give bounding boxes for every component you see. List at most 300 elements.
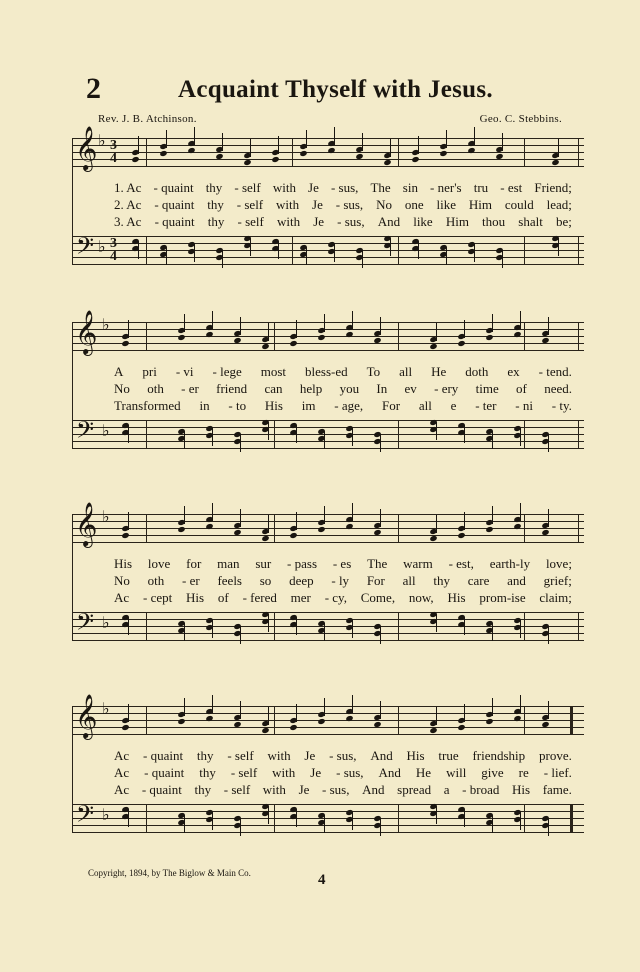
staff-line xyxy=(72,619,584,620)
note-stem xyxy=(240,626,241,644)
staff-line xyxy=(72,832,584,833)
lyric-syllable: prom-ise xyxy=(479,590,526,605)
barline xyxy=(578,612,579,641)
note-stem xyxy=(352,620,353,638)
lyric-syllable: - to xyxy=(228,398,247,413)
note-stem xyxy=(306,247,307,265)
barline xyxy=(274,804,275,833)
lyric-syllable: with xyxy=(262,782,286,797)
lyric-syllable: give xyxy=(481,765,504,780)
lyric-syllable: with xyxy=(276,197,300,212)
barline xyxy=(578,322,579,351)
note-stem xyxy=(520,812,521,830)
note-stem xyxy=(380,701,381,719)
note-stem xyxy=(548,626,549,644)
lyric-syllable: He xyxy=(415,765,432,780)
staff-line xyxy=(72,612,584,613)
system-bracket xyxy=(72,514,73,641)
lyric-syllable: thy xyxy=(194,782,212,797)
bass-staff xyxy=(72,232,584,268)
lyric-syllable: - self xyxy=(236,197,264,212)
lyric-syllable: - sus, xyxy=(337,214,365,229)
staff-line xyxy=(72,329,584,330)
staff-line xyxy=(72,713,584,714)
time-signature-top: 3 xyxy=(110,138,117,153)
lyric-syllable: in xyxy=(199,398,210,413)
lyric-syllable: - quaint xyxy=(154,214,195,229)
time-signature-top: 3 xyxy=(110,236,117,251)
staff-line xyxy=(72,322,584,323)
lyric-syllable: - ly xyxy=(331,573,350,588)
lyric-syllable: His xyxy=(447,590,466,605)
note-stem xyxy=(474,244,475,262)
staff-line xyxy=(72,434,584,435)
lyric-syllable: - age, xyxy=(334,398,364,413)
lyric-syllable: And xyxy=(362,782,385,797)
lyric-line-verse-3 xyxy=(114,782,572,798)
system-bracket xyxy=(72,322,73,449)
lyric-syllable: - sus, xyxy=(329,748,357,763)
lyric-syllable: He xyxy=(431,364,447,379)
lyric-syllable: fame. xyxy=(542,782,572,797)
bass-clef-icon: 𝄢 xyxy=(76,232,95,265)
lyric-syllable: His xyxy=(512,782,531,797)
lyric-syllable: No xyxy=(376,197,392,212)
notehead xyxy=(261,343,269,350)
lyric-syllable: Come, xyxy=(360,590,396,605)
barline xyxy=(524,420,525,449)
note-stem xyxy=(128,809,129,827)
note-stem xyxy=(436,323,437,341)
barline xyxy=(570,706,573,735)
lyric-syllable: No xyxy=(114,573,130,588)
lyric-syllable: earth-ly xyxy=(489,556,531,571)
lyric-syllable: - quaint xyxy=(144,765,185,780)
lyric-syllable: - lief. xyxy=(543,765,572,780)
barline xyxy=(570,804,573,833)
note-stem xyxy=(380,818,381,836)
lyric-syllable: - cy, xyxy=(324,590,347,605)
lyric-syllable: - er xyxy=(181,381,199,396)
lyric-syllable: of xyxy=(516,381,527,396)
note-stem xyxy=(278,241,279,259)
note-stem xyxy=(352,812,353,830)
lyric-syllable: and xyxy=(507,573,526,588)
note-stem xyxy=(240,434,241,452)
notehead xyxy=(317,334,325,341)
staff-line xyxy=(72,448,584,449)
staff-line xyxy=(72,159,584,160)
note-stem xyxy=(324,815,325,833)
staff-line xyxy=(72,720,584,721)
notehead xyxy=(289,724,297,731)
notehead xyxy=(177,526,185,533)
note-stem xyxy=(558,238,559,256)
staff-line xyxy=(72,818,584,819)
lyric-syllable: - ter xyxy=(475,398,497,413)
lyric-syllable: thy xyxy=(199,765,216,780)
lyric-syllable: will xyxy=(446,765,467,780)
staff-line xyxy=(72,542,584,543)
notehead xyxy=(131,156,139,163)
lyric-syllable: mer xyxy=(290,590,311,605)
key-signature-flat-icon: ♭ xyxy=(102,509,110,526)
note-stem xyxy=(212,695,213,713)
staff-line xyxy=(72,420,584,421)
staff-line xyxy=(72,427,584,428)
note-stem xyxy=(492,506,493,524)
lyric-syllable: one xyxy=(404,197,424,212)
lyric-syllable: shalt xyxy=(518,214,543,229)
note-stem xyxy=(380,626,381,644)
note-stem xyxy=(184,506,185,524)
lyric-syllable: ev xyxy=(404,381,417,396)
lyric-line-verse-2 xyxy=(114,381,572,397)
notehead xyxy=(457,340,465,347)
lyric-syllable: most xyxy=(260,364,287,379)
lyric-syllable: tru xyxy=(473,180,489,195)
note-stem xyxy=(502,133,503,151)
note-stem xyxy=(306,130,307,148)
barline xyxy=(578,420,579,449)
notehead xyxy=(261,535,269,542)
lyric-syllable: claim; xyxy=(539,590,572,605)
note-stem xyxy=(184,431,185,449)
barline xyxy=(398,236,399,265)
lyric-syllable: can xyxy=(264,381,283,396)
staff-line xyxy=(72,521,584,522)
lyric-syllable: - sus, xyxy=(322,782,350,797)
staff-line xyxy=(72,264,584,265)
note-stem xyxy=(464,320,465,338)
lyric-syllable: friend xyxy=(216,381,248,396)
staff-line xyxy=(72,336,584,337)
note-stem xyxy=(520,503,521,521)
note-stem xyxy=(250,139,251,157)
lyric-syllable: help xyxy=(299,381,323,396)
lyric-syllable: thy xyxy=(205,180,223,195)
note-stem xyxy=(548,434,549,452)
lyric-syllable: For xyxy=(366,573,385,588)
lyric-syllable: bless-ed xyxy=(305,364,348,379)
lyric-syllable: His xyxy=(114,556,133,571)
notehead xyxy=(439,150,447,157)
notehead xyxy=(383,159,391,166)
lyric-syllable: Je xyxy=(304,748,316,763)
staff-line xyxy=(72,166,584,167)
note-stem xyxy=(548,818,549,836)
key-signature-flat-icon: ♭ xyxy=(102,317,110,334)
lyric-syllable: warm xyxy=(403,556,433,571)
note-stem xyxy=(492,314,493,332)
lyric-syllable: - quaint xyxy=(141,782,182,797)
staff-line xyxy=(72,727,584,728)
lyric-syllable: The xyxy=(367,556,388,571)
notehead xyxy=(485,718,493,725)
note-stem xyxy=(268,323,269,341)
barline xyxy=(146,804,147,833)
key-signature-flat-icon: ♭ xyxy=(98,133,106,150)
note-stem xyxy=(212,620,213,638)
key-signature-flat-icon: ♭ xyxy=(102,423,110,440)
staff-line xyxy=(72,706,584,707)
lyric-syllable: Je xyxy=(298,782,310,797)
lyric-syllable: im xyxy=(301,398,316,413)
note-stem xyxy=(502,250,503,268)
system-bracket xyxy=(72,138,73,265)
lyric-syllable: - self xyxy=(237,214,264,229)
note-stem xyxy=(558,139,559,157)
treble-clef-icon: 𝄞 xyxy=(75,502,98,546)
note-stem xyxy=(362,250,363,268)
barline xyxy=(274,706,275,735)
note-stem xyxy=(250,238,251,256)
note-stem xyxy=(194,244,195,262)
lyric-syllable: with xyxy=(272,180,296,195)
lyric-syllable: - es xyxy=(332,556,352,571)
lyric-syllable: pri xyxy=(142,364,157,379)
lyric-syllable: - tend. xyxy=(538,364,572,379)
lyric-syllable: oth xyxy=(147,381,164,396)
lyric-syllable: - sus, xyxy=(336,765,364,780)
bass-clef-icon: 𝄢 xyxy=(76,800,95,833)
staff-line xyxy=(72,343,584,344)
lyric-syllable: friendship xyxy=(472,748,526,763)
lyric-syllable: re xyxy=(518,765,529,780)
notehead xyxy=(177,718,185,725)
barline xyxy=(524,706,525,735)
note-stem xyxy=(334,244,335,262)
lyric-syllable: Ac xyxy=(114,748,130,763)
note-stem xyxy=(492,815,493,833)
lyric-line-verse-3 xyxy=(114,398,572,414)
lyric-syllable: now, xyxy=(408,590,434,605)
note-stem xyxy=(492,623,493,641)
note-stem xyxy=(436,515,437,533)
notehead xyxy=(121,532,129,539)
note-stem xyxy=(222,133,223,151)
lyric-syllable: with xyxy=(272,765,296,780)
lyric-syllable: Ac xyxy=(114,782,130,797)
staff-line xyxy=(72,350,584,351)
notehead xyxy=(429,535,437,542)
copyright-notice: Copyright, 1894, by The Biglow & Main Co. xyxy=(88,868,251,878)
notehead xyxy=(261,727,269,734)
lyric-syllable: so xyxy=(259,573,272,588)
bass-clef-icon: 𝄢 xyxy=(76,416,95,449)
note-stem xyxy=(464,809,465,827)
lyric-line-verse-2 xyxy=(114,765,572,781)
note-stem xyxy=(268,515,269,533)
note-stem xyxy=(138,136,139,154)
lyric-syllable: A xyxy=(114,364,124,379)
lyric-syllable: The xyxy=(370,180,391,195)
bass-staff xyxy=(72,416,584,452)
notehead xyxy=(457,532,465,539)
lyric-syllable: ex xyxy=(507,364,520,379)
lyric-syllable: And xyxy=(377,214,401,229)
staff-line xyxy=(72,804,584,805)
lyric-syllable: - self xyxy=(230,765,258,780)
staff-line xyxy=(72,528,584,529)
key-signature-flat-icon: ♭ xyxy=(102,701,110,718)
treble-staff xyxy=(72,502,584,546)
note-stem xyxy=(324,698,325,716)
lyric-syllable: Je xyxy=(312,197,323,212)
barline xyxy=(398,514,399,543)
note-stem xyxy=(548,509,549,527)
note-stem xyxy=(464,617,465,635)
lyric-syllable: need. xyxy=(544,381,572,396)
notehead xyxy=(485,526,493,533)
lyric-line-verse-2 xyxy=(114,197,572,213)
note-stem xyxy=(352,695,353,713)
lyric-syllable: of xyxy=(217,590,229,605)
lyric-line-verse-1 xyxy=(114,180,572,196)
lyric-syllable: - ery xyxy=(434,381,459,396)
lyric-syllable: spread xyxy=(397,782,432,797)
note-stem xyxy=(240,701,241,719)
lyric-syllable: sur xyxy=(255,556,272,571)
note-stem xyxy=(418,241,419,259)
lyric-syllable: His xyxy=(406,748,425,763)
notehead xyxy=(271,156,279,163)
note-stem xyxy=(324,431,325,449)
lyric-syllable: - self xyxy=(227,748,254,763)
lyric-syllable: care xyxy=(467,573,490,588)
lyric-syllable: could xyxy=(504,197,534,212)
note-stem xyxy=(380,434,381,452)
note-stem xyxy=(184,698,185,716)
lyric-syllable: - broad xyxy=(462,782,500,797)
barline xyxy=(292,236,293,265)
lyric-syllable: 2. Ac xyxy=(114,197,142,212)
barline xyxy=(578,236,579,265)
barline xyxy=(292,138,293,167)
lyric-syllable: like xyxy=(413,214,433,229)
staff-line xyxy=(72,640,584,641)
lyric-syllable: And xyxy=(370,748,393,763)
lyric-syllable: 1. Ac xyxy=(114,180,142,195)
lyric-syllable: 3. Ac xyxy=(114,214,142,229)
lyric-syllable: doth xyxy=(465,364,489,379)
staff-line xyxy=(72,236,584,237)
note-stem xyxy=(520,428,521,446)
barline xyxy=(146,322,147,351)
lyric-syllable: - ner's xyxy=(430,180,462,195)
note-stem xyxy=(436,806,437,824)
note-stem xyxy=(492,698,493,716)
note-stem xyxy=(166,247,167,265)
barline xyxy=(524,514,525,543)
key-signature-flat-icon: ♭ xyxy=(102,615,110,632)
note-stem xyxy=(492,431,493,449)
time-signature-bottom: 4 xyxy=(110,249,117,264)
barline xyxy=(398,804,399,833)
lyric-syllable: sin xyxy=(402,180,418,195)
hymn-number: 2 xyxy=(86,72,101,105)
note-stem xyxy=(128,320,129,338)
notehead xyxy=(289,532,297,539)
barline xyxy=(398,420,399,449)
lyric-syllable: thy xyxy=(433,573,450,588)
treble-staff xyxy=(72,694,584,738)
note-stem xyxy=(268,707,269,725)
lyric-syllable: - cept xyxy=(142,590,173,605)
note-stem xyxy=(520,695,521,713)
bass-staff xyxy=(72,800,584,836)
lyric-syllable: - fered xyxy=(242,590,277,605)
note-stem xyxy=(128,425,129,443)
notehead xyxy=(457,724,465,731)
lyric-syllable: - quaint xyxy=(153,180,194,195)
lyric-syllable: And xyxy=(378,765,401,780)
note-stem xyxy=(296,320,297,338)
barline xyxy=(524,138,525,167)
notehead xyxy=(177,334,185,341)
lyric-syllable: - quaint xyxy=(142,748,184,763)
notehead xyxy=(429,343,437,350)
lyric-syllable: all xyxy=(399,364,413,379)
barline xyxy=(398,322,399,351)
treble-clef-icon: 𝄞 xyxy=(75,310,98,354)
lyric-line-verse-1 xyxy=(114,556,572,572)
note-stem xyxy=(380,317,381,335)
note-stem xyxy=(268,422,269,440)
note-stem xyxy=(184,815,185,833)
treble-staff xyxy=(72,126,584,170)
note-stem xyxy=(166,130,167,148)
lyric-syllable: time xyxy=(475,381,499,396)
barline xyxy=(398,706,399,735)
lyric-syllable: prove. xyxy=(538,748,572,763)
barline xyxy=(524,612,525,641)
lyric-syllable: - er xyxy=(182,573,200,588)
lyric-syllable: deep xyxy=(289,573,314,588)
barline xyxy=(146,514,147,543)
note-stem xyxy=(222,250,223,268)
note-stem xyxy=(268,614,269,632)
lyric-line-verse-3 xyxy=(114,214,572,230)
treble-staff xyxy=(72,310,584,354)
lyric-syllable: for xyxy=(186,556,202,571)
note-stem xyxy=(464,704,465,722)
notehead xyxy=(551,159,559,166)
lyric-syllable: His xyxy=(186,590,205,605)
staff-line xyxy=(72,633,584,634)
note-stem xyxy=(436,707,437,725)
lyric-syllable: His xyxy=(264,398,283,413)
note-stem xyxy=(548,317,549,335)
lyric-line-verse-1 xyxy=(114,364,572,380)
note-stem xyxy=(362,133,363,151)
treble-clef-icon: 𝄞 xyxy=(75,694,98,738)
note-stem xyxy=(268,806,269,824)
lyric-syllable: true xyxy=(438,748,459,763)
lyric-syllable: - sus, xyxy=(335,197,364,212)
note-stem xyxy=(296,512,297,530)
lyric-syllable: man xyxy=(217,556,240,571)
barline xyxy=(146,236,147,265)
lyric-syllable: - lege xyxy=(212,364,242,379)
note-stem xyxy=(352,503,353,521)
lyric-syllable: Him xyxy=(468,197,492,212)
staff-line xyxy=(72,734,584,735)
lyric-syllable: all xyxy=(418,398,432,413)
barline xyxy=(524,804,525,833)
lyric-syllable: thy xyxy=(207,197,224,212)
staff-line xyxy=(72,535,584,536)
